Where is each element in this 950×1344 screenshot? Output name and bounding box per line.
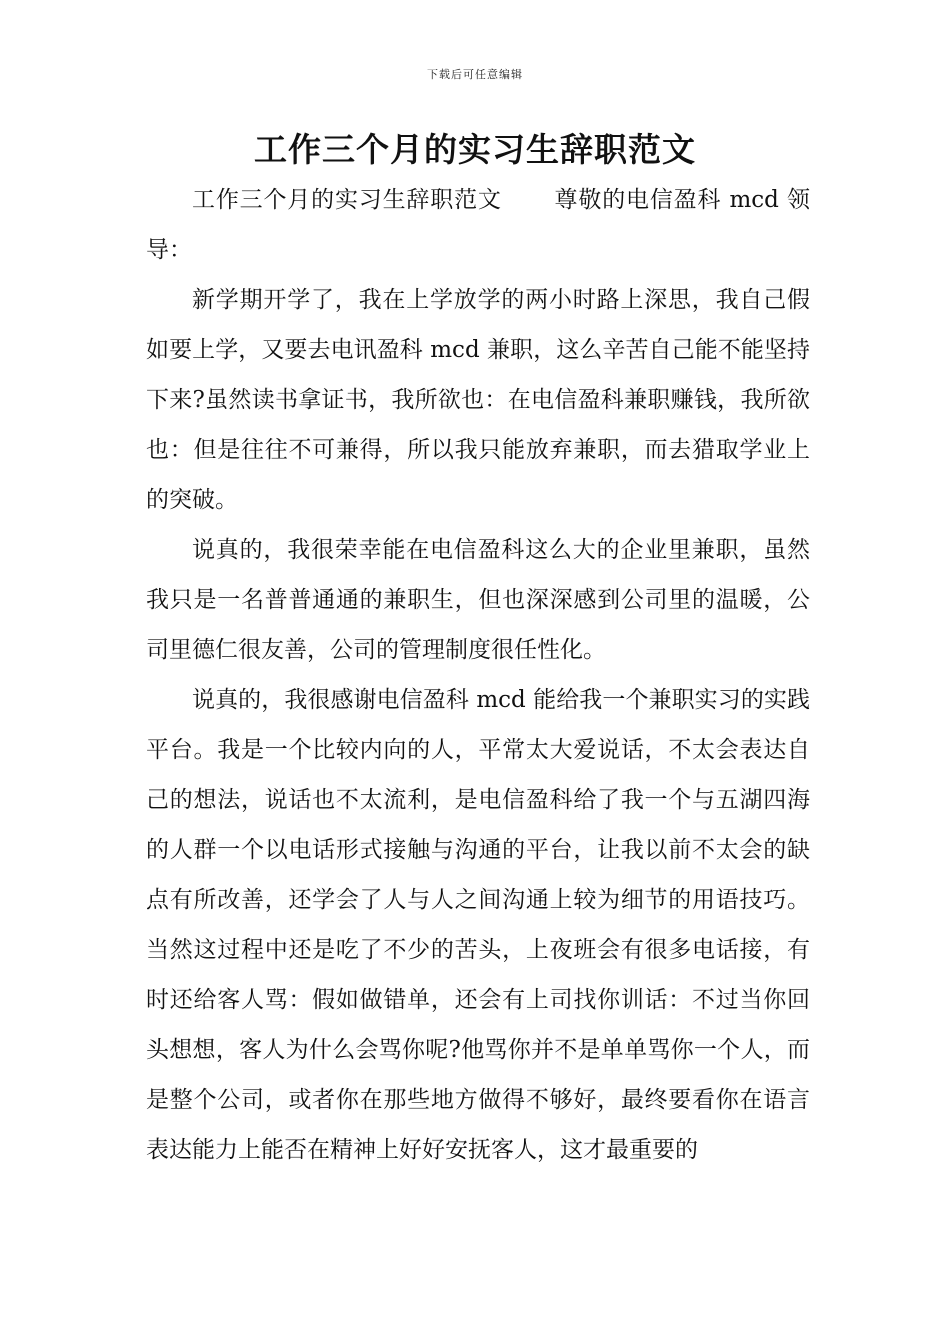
header-note: 下载后可任意编辑 bbox=[427, 68, 523, 81]
intro-paragraph bbox=[146, 175, 810, 275]
intro-title-repeat: 工作三个月的实习生辞职范文 bbox=[192, 187, 502, 213]
document-body bbox=[146, 175, 810, 1175]
paragraph-3: 说真的，我很感谢电信盈科 mcd 能给我一个兼职实习的实践平台。我是一个比较内向的人，平常太大爱说话，不太会表达自己的想法，说话也不太流利，是电信盈科给了我一个与五湖四海的人群一个以电话形式接触与沟通的平台，让我以前不太会的缺点有所改善，还学会了人与人之间沟通上较为细节的用语技巧。当然这过程中还是吃了不少的苦头，上夜班会有很多电话接，有时还给客人骂：假如做错单，还会有上司找你训话：不过当你回头想想，客人为什么会骂你呢?他骂你并不是单单骂你一个人，而是整个公司，或者你在那些地方做得不够好，最终要看你在语言表达能力上能否在精神上好好安抚客人，这才最重要的 bbox=[146, 687, 810, 1163]
paragraph-2: 说真的，我很荣幸能在电信盈科这么大的企业里兼职，虽然我只是一名普普通通的兼职生，但也深深感到公司里的温暖，公司里德仁很友善，公司的管理制度很任性化。 bbox=[146, 537, 810, 663]
salutation: 尊敬的电信盈科 mcd 领导： bbox=[146, 187, 810, 263]
paragraph-1: 新学期开学了，我在上学放学的两小时路上深思，我自己假如要上学，又要去电讯盈科 mcd 兼职，这么辛苦自己能不能坚持下来?虽然读书拿证书，我所欲也：在电信盈科兼职赚钱，我所欲也：但是往往不可兼得，所以我只能放弃兼职，而去猎取学业上的突破。 bbox=[146, 287, 810, 513]
document-title: 工作三个月的实习生辞职范文 bbox=[254, 130, 696, 169]
